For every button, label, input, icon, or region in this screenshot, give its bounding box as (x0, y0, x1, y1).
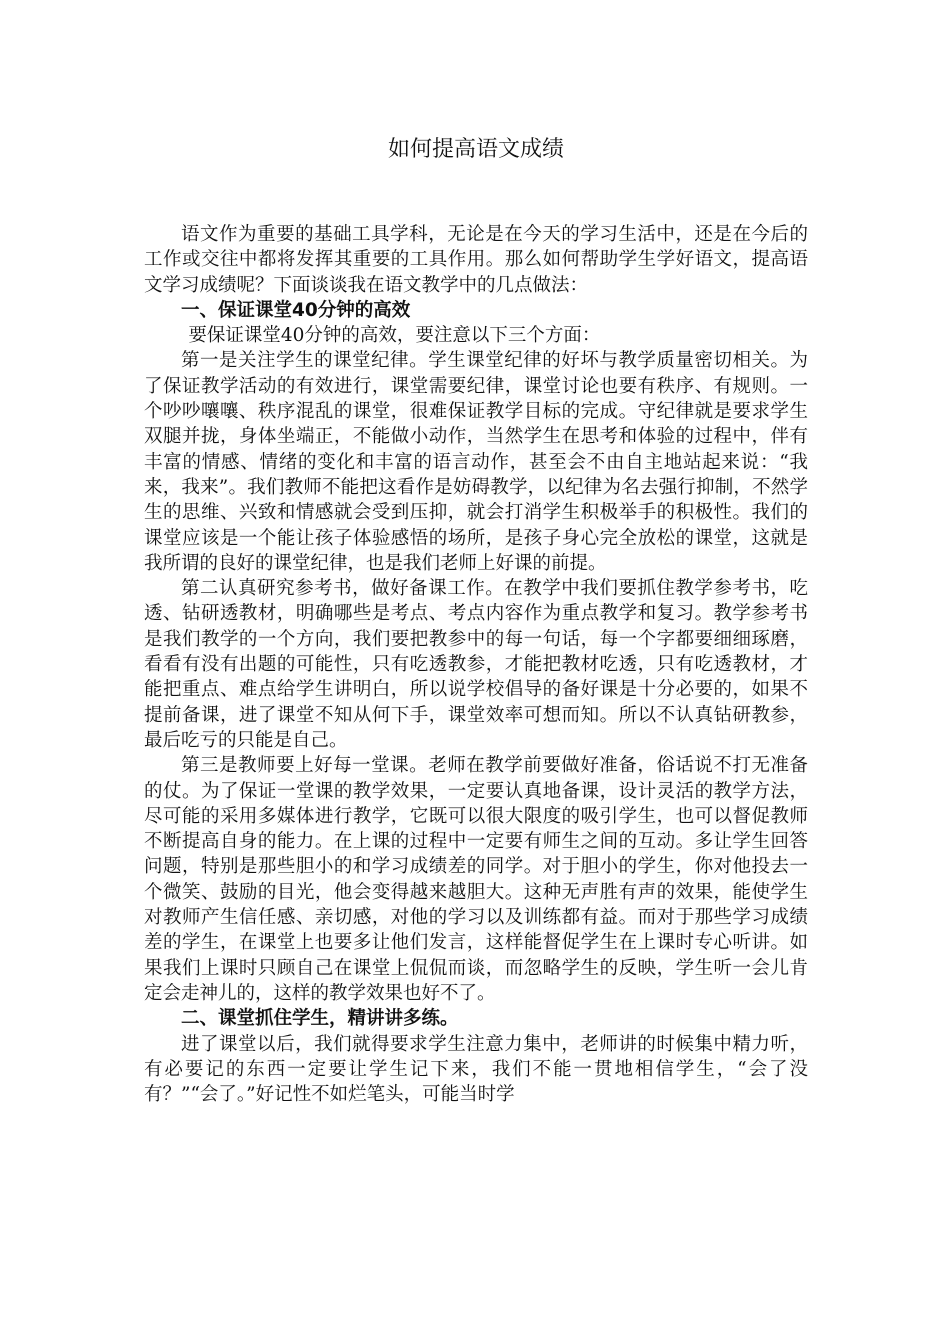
section-2-heading: 二、课堂抓住学生，精讲讲多练。 (181, 1008, 459, 1030)
intro-paragraph: 语文作为重要的基础工具学科，无论是在今天的学习生活中，还是在今后的工作或交往中都将发挥其重要的工具作用。那么如何帮助学生学好语文，提高语文学习成绩呢？下面谈谈我在语文教学中的几点做法： (144, 224, 808, 296)
document-body (144, 222, 808, 1107)
section-1-point-3: 第三是教师要上好每一堂课。老师在教学前要做好准备，俗话说不打无准备的仗。为了保证一堂课的教学效果，一定要认真地备课，设计灵活的教学方法，尽可能的采用多媒体进行教学，它既可以很大限度的吸引学生，也可以督促教师不断提高自身的能力。在上课的过程中一定要有师生之间的互动。多让学生回答问题，特别是那些胆小的和学习成绩差的同学。对于胆小的学生，你对他投去一个微笑、鼓励的目光，他会变得越来越胆大。这种无声胜有声的效果，能使学生对教师产生信任感、亲切感，对他的学习以及训练都有益。而对于那些学习成绩差的学生，在课堂上也要多让他们发言，这样能督促学生在上课时专心听讲。如果我们上课时只顾自己在课堂上侃侃而谈，而忽略学生的反映，学生听一会儿肯定会走神儿的，这样的教学效果也好不了。 (144, 755, 808, 1004)
section-2-paragraph-1: 进了课堂以后，我们就得要求学生注意力集中，老师讲的时候集中精力听，有必要记的东西一定要让学生记下来，我们不能一贯地相信学生，“会了没有？”“会了。”好记性不如烂笔头，可能当时学 (144, 1033, 808, 1106)
section-1-lead: 要保证课堂40分钟的高效，要注意以下三个方面： (188, 325, 601, 347)
section-1-point-1: 第一是关注学生的课堂纪律。学生课堂纪律的好坏与教学质量密切相关。为了保证教学活动的有效进行，课堂需要纪律，课堂讨论也要有秩序、有规则。一个吵吵嚷嚷、秩序混乱的课堂，很难保证教学目标的完成。守纪律就是要求学生双腿并拢，身体坐端正，不能做小动作，当然学生在思考和体验的过程中，伴有丰富的情感、情绪的变化和丰富的语言动作，甚至会不由自主地站起来说：“我来，我来”。我们教师不能把这看作是妨碍教学，以纪律为名去强行抑制，不然学生的思维、兴致和情感就会受到压抑，就会打消学生积极举手的积极性。我们的课堂应该是一个能让孩子体验感悟的场所，是孩子身心完全放松的课堂，这就是我所谓的良好的课堂纪律，也是我们老师上好课的前提。 (144, 350, 808, 574)
document-title: 如何提高语文成绩 (387, 137, 564, 162)
section-1-heading: 一、保证课堂40分钟的高效 (181, 299, 411, 321)
section-1-point-2: 第二认真研究参考书，做好备课工作。在教学中我们要抓住教学参考书，吃透、钻研透教材，明确哪些是考点、考点内容作为重点教学和复习。教学参考书是我们教学的一个方向，我们要把教参中的每一句话，每一个字都要细细琢磨，看看有没有出题的可能性，只有吃透教参，才能把教材吃透，只有吃透教材，才能把重点、难点给学生讲明白，所以说学校倡导的备好课是十分必要的，如果不提前备课，进了课堂不知从何下手，课堂效率可想而知。所以不认真钻研教参，最后吃亏的只能是自己。 (144, 578, 808, 751)
